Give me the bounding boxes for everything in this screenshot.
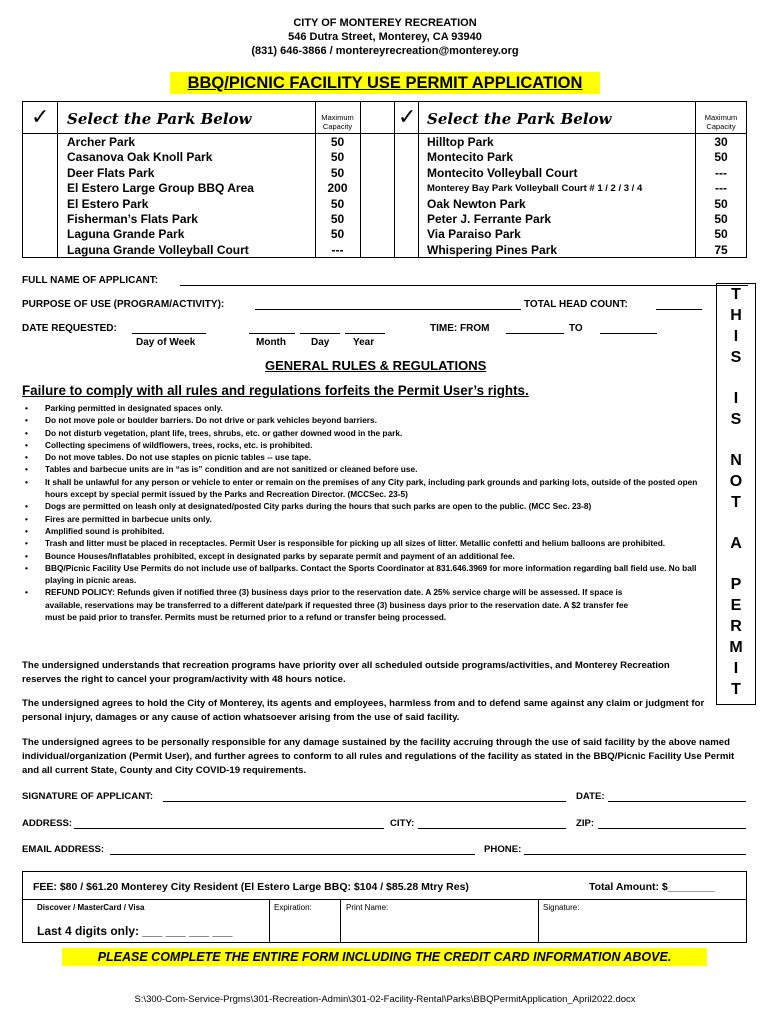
date-field[interactable] <box>608 801 746 802</box>
rule-item: • Fires are permitted in barbecue units only. <box>23 513 713 525</box>
rule-item: • It shall be unlawful for any person or vehicle to enter or remain on the premises of any City park, including park grounds and parking lots, outside of the posted open hours except by special permit issued by the Parks and Recreation Director. (MCCSec. 23-5) <box>23 476 713 501</box>
not-a-permit-notice: T H I S I S N O T A P E R M I T <box>716 283 756 705</box>
hold-harmless-paragraph: The undersigned agrees to hold the City of Monterey, its agents and employees, harmless from and to defend same against any claim or judgment for personal injury, damages or any cause of action whatsoever arising from the use of said facility. <box>22 698 705 723</box>
expiration-label[interactable]: Expiration: <box>274 903 312 912</box>
purpose-field[interactable] <box>255 309 521 310</box>
park-capacity: 50 <box>330 196 345 211</box>
file-path: S:\300-Com-Service-Prgms\301-Recreation-Admin\301-02-Facility-Rental\Parks\BBQPermitApplication_April2022.docx <box>134 994 636 1005</box>
park-name[interactable]: Casanova Oak Knoll Park <box>67 150 213 165</box>
org-name: CITY OF MONTEREY RECREATION <box>293 17 477 29</box>
park-name[interactable]: Laguna Grande Volleyball Court <box>67 242 249 257</box>
check-icon: ✓ <box>31 105 50 130</box>
failure-warning: Failure to comply with all rules and regulations forfeits the Permit User’s rights. <box>22 383 529 398</box>
park-name[interactable]: Montecito Park <box>427 150 514 165</box>
day-of-week-field[interactable] <box>132 333 206 334</box>
purpose-label: PURPOSE OF USE (PROGRAM/ACTIVITY): <box>22 299 225 310</box>
park-selection-table <box>22 101 747 258</box>
complete-form-notice: PLEASE COMPLETE THE ENTIRE FORM INCLUDING THE CREDIT CARD INFORMATION ABOVE. <box>62 948 707 966</box>
capacity-list-left <box>315 135 360 258</box>
park-capacity: 50 <box>330 227 345 242</box>
select-park-heading-right: Select the Park Below <box>427 110 612 128</box>
select-park-heading-left: Select the Park Below <box>67 110 252 128</box>
park-name[interactable]: Hilltop Park <box>427 135 494 149</box>
rules-heading: GENERAL RULES & REGULATIONS <box>265 358 487 373</box>
park-name[interactable]: Oak Newton Park <box>427 196 526 211</box>
check-icon: ✓ <box>398 105 417 130</box>
day-caption: Day <box>311 337 330 348</box>
park-list-left <box>67 135 254 258</box>
rule-item: • Tables and barbecue units are in “as is” condition and are not sanitized or cleaned before use. <box>23 463 713 475</box>
responsibility-paragraph: The undersigned agrees to be personally responsible for any damage sustained by the facility accruing through the use of said facility by the above named individual/organization (Permit User), and further agrees to conform to all rules and regulations of the facility as stated in the BBQ/Picnic Facility Use Permit and all current State, County and City COVID-19 requirements. <box>22 737 735 776</box>
park-capacity: 50 <box>330 135 345 149</box>
time-to-field[interactable] <box>600 333 657 334</box>
rule-item: • BBQ/Picnic Facility Use Permits do not include use of ballparks. Contact the Sports Coordinator at 831.646.3969 for more information regarding ball field use. No ball playing in picnic areas. <box>23 562 713 587</box>
fee-payment-box <box>22 871 747 943</box>
park-name[interactable]: Archer Park <box>67 135 136 149</box>
full-name-label: FULL NAME OF APPLICANT: <box>22 275 159 286</box>
email-label: EMAIL ADDRESS: <box>22 844 105 855</box>
park-list-right <box>427 135 642 258</box>
address-field[interactable] <box>74 828 384 829</box>
phone-label: PHONE: <box>484 844 522 855</box>
park-capacity: 30 <box>714 135 728 149</box>
park-capacity: 200 <box>327 181 348 196</box>
park-name[interactable]: El Estero Park <box>67 196 149 211</box>
signature-field[interactable] <box>163 801 566 802</box>
time-from-field[interactable] <box>506 333 564 334</box>
park-name[interactable]: El Estero Large Group BBQ Area <box>67 181 254 196</box>
park-capacity: --- <box>331 242 344 257</box>
month-caption: Month <box>256 337 286 348</box>
park-name[interactable]: Deer Flats Park <box>67 165 155 180</box>
org-contact: (831) 646-3866 / montereyrecreation@monterey.org <box>251 45 519 57</box>
date-requested-label: DATE REQUESTED: <box>22 323 117 334</box>
park-name[interactable]: Monterey Bay Park Volleyball Court # 1 / 2 / 3 / 4 <box>427 183 643 195</box>
rule-item: • Parking permitted in designated spaces only. <box>23 402 713 414</box>
city-label: CITY: <box>390 818 415 829</box>
org-address: 546 Dutra Street, Monterey, CA 93940 <box>288 31 482 43</box>
fee-text: FEE: $80 / $61.20 Monterey City Resident (El Estero Large BBQ: $104 / $85.28 Mtry Res) <box>33 881 469 893</box>
city-field[interactable] <box>418 828 566 829</box>
priority-paragraph: The undersigned understands that recreation programs have priority over all scheduled outside programs/activities, and Monterey Recreation reserves the right to cancel your program/activity with 48 hours notice. <box>22 660 670 685</box>
day-field[interactable] <box>300 333 340 334</box>
park-capacity: 50 <box>714 227 728 242</box>
park-capacity: 50 <box>714 196 728 211</box>
last-four-digits[interactable]: Last 4 digits only: ___ ___ ___ ___ <box>37 924 233 938</box>
park-capacity: 50 <box>330 212 345 227</box>
form-title: BBQ/PICNIC FACILITY USE PERMIT APPLICATION <box>170 72 600 94</box>
total-amount[interactable]: Total Amount: $________ <box>589 881 715 893</box>
date-label: DATE: <box>576 791 605 802</box>
year-field[interactable] <box>345 333 385 334</box>
month-field[interactable] <box>249 333 295 334</box>
rule-item: • Do not move tables. Do not use staples on picnic tables -- use tape. <box>23 451 713 463</box>
max-capacity-label-left: Maximum Capacity <box>321 113 354 131</box>
day-of-week-caption: Day of Week <box>136 337 196 348</box>
park-name[interactable]: Montecito Volleyball Court <box>427 165 578 180</box>
park-capacity: 50 <box>330 150 345 165</box>
rule-item: • Dogs are permitted on leash only at designated/posted City parks during the hours that such parks are open to the public. (MCC Sec. 23-8) <box>23 500 713 512</box>
max-capacity-label-right: Maximum Capacity <box>704 113 738 131</box>
time-from-label: TIME: FROM <box>430 323 490 334</box>
card-signature-label[interactable]: Signature: <box>543 903 580 912</box>
rule-item: • Collecting specimens of wildflowers, trees, rocks, etc. is prohibited. <box>23 439 713 451</box>
rule-item: • Do not move pole or boulder barriers. Do not drive or park vehicles beyond barriers. <box>23 414 713 426</box>
signature-label: SIGNATURE OF APPLICANT: <box>22 791 154 802</box>
park-name[interactable]: Fisherman’s Flats Park <box>67 212 198 227</box>
park-capacity: --- <box>715 181 727 196</box>
park-capacity: 50 <box>714 150 728 165</box>
zip-label: ZIP: <box>576 818 595 829</box>
card-types-label: Discover / MasterCard / Visa <box>37 903 145 912</box>
rules-list <box>23 402 713 623</box>
park-name[interactable]: Peter J. Ferrante Park <box>427 212 552 227</box>
email-field[interactable] <box>110 854 475 855</box>
park-name[interactable]: Whispering Pines Park <box>427 242 558 257</box>
full-name-field[interactable] <box>180 285 748 286</box>
rule-item: • Bounce Houses/Inflatables prohibited, except in designated parks by separate permit and payment of an additional fee. <box>23 550 713 562</box>
year-caption: Year <box>353 337 375 348</box>
rule-item: • Do not disturb vegetation, plant life, trees, shrubs, etc. or gather downed wood in the park. <box>23 427 713 439</box>
zip-field[interactable] <box>598 828 746 829</box>
park-name[interactable]: Laguna Grande Park <box>67 227 185 242</box>
phone-field[interactable] <box>524 854 746 855</box>
rule-item: • Trash and litter must be placed in receptacles. Permit User is responsible for picking up all sizes of litter. Metallic confetti and helium balloons are prohibited. <box>23 537 713 549</box>
rule-item: • Amplified sound is prohibited. <box>23 525 713 537</box>
address-label: ADDRESS: <box>22 818 73 829</box>
park-capacity: --- <box>715 165 727 180</box>
time-to-label: TO <box>569 323 583 334</box>
print-name-label[interactable]: Print Name: <box>346 903 389 912</box>
park-capacity: 50 <box>714 212 728 227</box>
head-count-field[interactable] <box>656 309 702 310</box>
capacity-list-right <box>695 135 747 258</box>
rule-item: • REFUND POLICY: Refunds given if notified three (3) business days prior to the reservation date. A 25% service charge will be assessed. If space is available, reservations may be transferred to a different date/park if requested three (3) business days prior to the reservation date. A $2 transfer fee must be paid prior to transfer. Permits must be returned prior to a refund or transfer being processed. <box>23 586 645 623</box>
park-name[interactable]: Via Paraiso Park <box>427 227 521 242</box>
park-capacity: 75 <box>714 242 728 257</box>
head-count-label: TOTAL HEAD COUNT: <box>524 299 628 310</box>
park-capacity: 50 <box>330 165 345 180</box>
